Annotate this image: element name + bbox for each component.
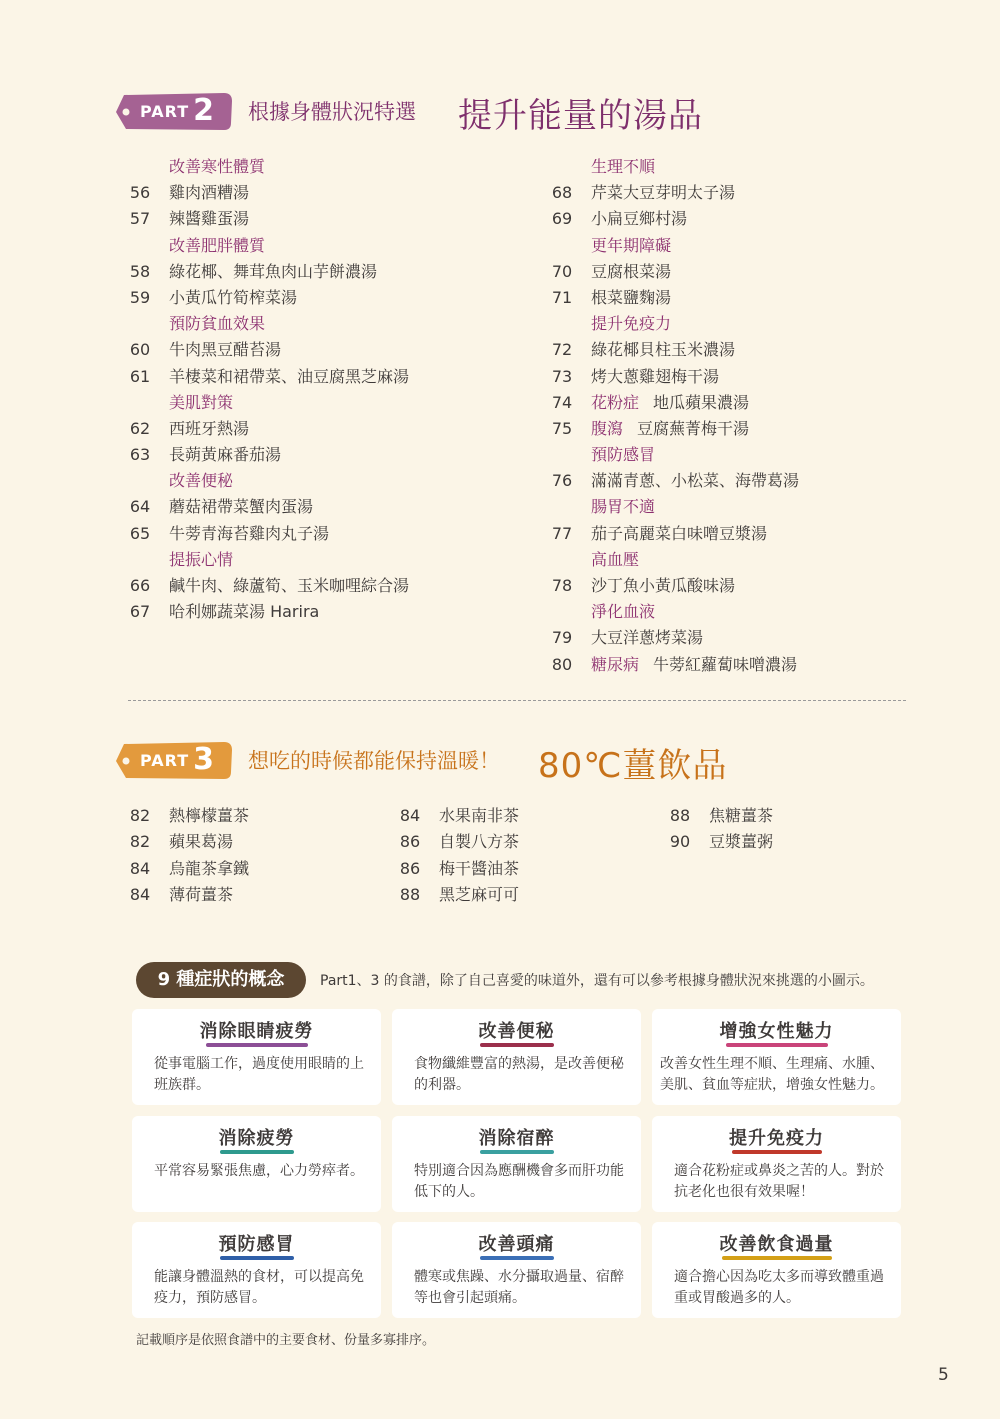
concept-card: [132, 1222, 381, 1318]
list-item: 73 烤大蔥雞翅梅干湯: [551, 366, 720, 386]
list-item: 78 沙丁魚小黃瓜酸味湯: [551, 576, 736, 595]
part3-tag-number: 3: [193, 742, 215, 777]
concept-title: 改善頭痛: [478, 1234, 555, 1255]
concept-title: 增強女性魅力: [719, 1021, 834, 1042]
concept-underline: [480, 1043, 554, 1047]
list-item: 72 綠花椰貝柱玉米濃湯: [551, 340, 736, 360]
list-item: 84 水果南非茶: [399, 806, 520, 825]
list-item: 84 烏龍茶拿鐵: [129, 858, 250, 878]
concept-title: 消除眼睛疲勞: [199, 1021, 314, 1042]
concepts-label: 9 種症狀的概念: [136, 962, 306, 998]
list-item: 提升免疫力: [591, 314, 672, 334]
list-item: 82 熱檸檬薑茶: [129, 806, 250, 825]
part3-subtitle: 想吃的時候都能保持溫暖！: [248, 749, 500, 773]
concept-title: 消除宿醉: [478, 1128, 555, 1149]
list-item: 預防感冒: [591, 445, 656, 465]
part3-title: 80℃薑飲品: [538, 746, 728, 786]
concept-desc: 改善女性生理不順、生理痛、水腫、美肌、貧血等症狀，增強女性魅力。: [660, 1056, 884, 1093]
concept-underline: [206, 1043, 308, 1047]
list-item: 62 西班牙熱湯: [129, 418, 250, 438]
concept-card: [652, 1222, 901, 1318]
list-item: 77 茄子高麗菜白味噌豆漿湯: [551, 523, 768, 543]
list-item: 76 滿滿青蔥、小松菜、海帶葛湯: [551, 471, 800, 491]
concept-title: 提升免疫力: [729, 1128, 824, 1149]
concept-desc: 能讓身體溫熱的食材，可以提高免疫力，預防感冒。: [154, 1269, 364, 1306]
part2-left-list: [128, 154, 528, 625]
list-item: 提振心情: [169, 549, 234, 569]
concept-underline: [480, 1150, 554, 1154]
list-item: 71 根菜鹽麴湯: [551, 287, 672, 307]
list-item: 84 薄荷薑茶: [129, 884, 234, 904]
list-item: 82 蘋果葛湯: [129, 832, 234, 852]
concept-underline: [220, 1256, 294, 1260]
concept-card: [392, 1009, 641, 1105]
list-item: 改善肥胖體質: [169, 235, 266, 255]
concept-card: [652, 1116, 901, 1212]
list-item: 66 鹹牛肉、綠蘆筍、玉米咖哩綜合湯: [129, 576, 410, 595]
list-item: 88 焦糖薑茶: [669, 806, 774, 825]
concept-desc: 體寒或焦躁、水分攝取過量、宿醉等也會引起頭痛。: [414, 1269, 624, 1306]
list-item: 預防貧血效果: [169, 314, 266, 334]
list-item: 88 黑芝麻可可: [399, 884, 520, 904]
list-item: 60 牛肉黑豆醋苔湯: [129, 340, 282, 360]
section-divider: [128, 700, 906, 701]
part2-tag: [114, 89, 234, 133]
concept-underline: [220, 1150, 294, 1154]
concept-desc: 適合擔心因為吃太多而導致體重過重或胃酸過多的人。: [674, 1269, 884, 1306]
list-item: 淨化血液: [591, 602, 656, 622]
concept-card: [132, 1009, 381, 1105]
part3-tag: [114, 738, 234, 782]
list-item: 70 豆腐根菜湯: [551, 261, 672, 281]
list-item: 80 糖尿病 牛蒡紅蘿蔔味噌濃湯: [551, 654, 798, 674]
list-item: 86 梅干醬油茶: [399, 858, 520, 878]
list-item: 高血壓: [591, 549, 640, 569]
concept-card: [392, 1222, 641, 1318]
list-item: 美肌對策: [169, 392, 234, 412]
category-label: 花粉症: [591, 392, 640, 412]
concept-desc: 特別適合因為應酬機會多而肝功能低下的人。: [414, 1163, 624, 1200]
concept-desc: 平常容易緊張焦慮，心力勞瘁者。: [154, 1163, 364, 1179]
part2-right-list: [550, 154, 910, 678]
category-label: 糖尿病: [591, 654, 640, 674]
list-item: 更年期障礙: [591, 235, 672, 255]
part3-tag-word: PART: [140, 751, 190, 770]
list-item: 65 牛蒡青海苔雞肉丸子湯: [129, 523, 330, 543]
concept-card: [132, 1116, 381, 1212]
concept-title: 消除疲勞: [218, 1128, 295, 1149]
concept-card: [652, 1009, 901, 1105]
part3-list-3: [668, 803, 908, 856]
concept-title: 預防感冒: [218, 1234, 295, 1255]
list-item: 75 腹瀉 豆腐蕪菁梅干湯: [551, 418, 750, 438]
concept-desc: 食物纖維豐富的熱湯，是改善便秘的利器。: [414, 1056, 624, 1093]
part2-tag-number: 2: [193, 93, 215, 128]
concept-underline: [726, 1043, 828, 1047]
list-item: 67 哈利娜蔬菜湯 Harira: [129, 602, 320, 622]
concept-underline: [732, 1150, 822, 1154]
concept-underline: [722, 1256, 832, 1260]
concept-title: 改善飲食過量: [719, 1234, 834, 1255]
part3-list-2: [398, 803, 658, 908]
concept-underline: [480, 1256, 554, 1260]
part2-tag-word: PART: [140, 102, 190, 121]
list-item: 74 花粉症 地瓜蘋果濃湯: [551, 392, 750, 412]
part3-list-1: [128, 803, 388, 908]
concept-desc: 適合花粉症或鼻炎之苦的人。對於抗老化也很有效果喔！: [674, 1163, 884, 1200]
part2-title: 提升能量的湯品: [458, 96, 703, 136]
footnote: 記載順序是依照食譜中的主要食材、份量多寡排序。: [136, 1333, 436, 1348]
list-item: 63 長蒴黃麻番茄湯: [129, 445, 282, 465]
page-number: 5: [938, 1365, 949, 1385]
list-item: 57 辣醬雞蛋湯: [129, 209, 250, 229]
concepts-note: Part1、3 的食譜，除了自己喜愛的味道外，還有可以參考根據身體狀況來挑選的小圖示。: [320, 973, 874, 989]
list-item: 79 大豆洋蔥烤菜湯: [551, 628, 704, 648]
list-item: 90 豆漿薑粥: [669, 832, 774, 852]
list-item: 59 小黃瓜竹筍榨菜湯: [129, 287, 298, 307]
list-item: 86 自製八方茶: [399, 832, 520, 852]
part2-subtitle: 根據身體狀況特選: [248, 100, 416, 124]
list-item: 64 蘑菇裙帶菜蟹肉蛋湯: [129, 497, 314, 517]
list-item: 61 羊棲菜和裙帶菜、油豆腐黑芝麻湯: [129, 366, 410, 386]
concept-desc: 從事電腦工作，過度使用眼睛的上班族群。: [154, 1056, 364, 1093]
list-item: 69 小扁豆鄉村湯: [551, 209, 688, 229]
list-item: 改善便秘: [169, 471, 234, 491]
list-item: 腸胃不適: [591, 497, 656, 517]
list-item: 58 綠花椰、舞茸魚肉山芋餅濃湯: [129, 261, 378, 281]
list-item: 56 雞肉酒糟湯: [129, 183, 250, 203]
concept-title: 改善便秘: [478, 1021, 555, 1042]
category-label: 腹瀉: [591, 418, 624, 438]
list-item: 改善寒性體質: [169, 157, 266, 176]
list-item: 68 芹菜大豆芽明太子湯: [551, 183, 736, 203]
list-item: 生理不順: [591, 157, 656, 176]
concept-card: [392, 1116, 641, 1212]
